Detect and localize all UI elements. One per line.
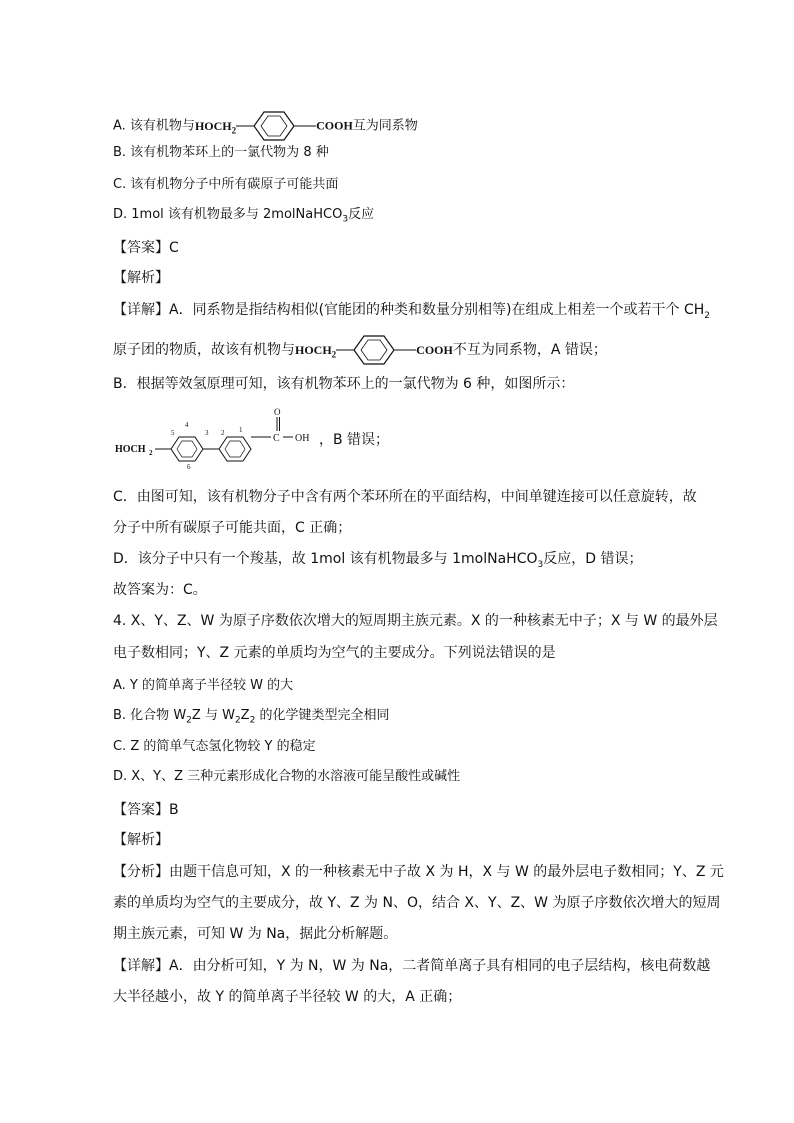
q4-detail-line1: 【详解】A．由分析可知，Y 为 N，W 为 Na，二者简单离子具有相同的电子层结构，核电荷数越 — [113, 958, 711, 974]
q4-fenxi-line1: 【分析】由题干信息可知，X 的一种核素无中子故 X 为 H，X 与 W 的最外层电子数相同；Y、Z 元 — [113, 864, 724, 880]
answer-label: 【答案】 — [113, 802, 169, 818]
position-number: 3 — [205, 429, 209, 437]
q3-detail-d: D．该分子中只有一个羧基，故 1mol 该有机物最多与 1molNaHCO$_3$反应，D 错误； — [113, 551, 643, 570]
q3-option-a-struct-left: $HOCH_2$ — [194, 118, 237, 135]
carbonyl-oxygen: O — [274, 407, 281, 417]
position-number: 2 — [221, 429, 225, 437]
carboxyl-carbon: C — [273, 433, 280, 444]
answer-value: B — [169, 802, 179, 818]
q4-option-d: D. X、Y、Z 三种元素形成化合物的水溶液可能呈酸性或碱性 — [113, 769, 461, 784]
struct-left-sub: 2 — [149, 449, 153, 457]
benzene-ring-icon — [336, 332, 416, 368]
position-number: 4 — [185, 421, 189, 429]
q3-detail-c-line1: C．由图可知，该有机物分子中含有两个苯环所在的平面结构，中间单键连接可以任意旋转，故 — [113, 489, 697, 505]
q3-detail-b-after: ，B 错误； — [319, 432, 390, 448]
q3-detail-b-line1: B．根据等效氢原理可知，该有机物苯环上的一氯代物为 6 种，如图所示： — [113, 376, 575, 392]
q3-answer — [113, 238, 179, 258]
position-number: 1 — [239, 426, 243, 434]
q4-answer — [113, 800, 179, 820]
q3-detail-c-line2: 分子中所有碳原子可能共面，C 正确； — [113, 520, 352, 536]
q3-option-a-struct-right: COOH — [316, 118, 353, 133]
struct-left-label: HOCH — [115, 444, 146, 455]
q3-option-a — [113, 108, 418, 144]
biphenyl-diagram — [113, 405, 328, 475]
q4-detail-line2: 大半径越小，故 Y 的简单离子半径较 W 的大，A 正确； — [113, 989, 462, 1005]
q3-option-a-suffix: 互为同系物 — [352, 118, 418, 134]
q4-option-b: B. 化合物 $W_2Z$ 与 $W_2Z_2$ 的化学键类型完全相同 — [113, 708, 390, 726]
q4-option-c: C. Z 的简单气态氢化物较 Y 的稳定 — [113, 739, 316, 754]
q3-detail-a-line2: 原子团的物质，故该有机物与$HOCH_2$ COOH不互为同系物，A 错误； — [113, 332, 607, 368]
q3-conclusion: 故答案为：C。 — [113, 582, 207, 598]
answer-label: 【答案】 — [113, 240, 169, 256]
hydroxyl-label: OH — [295, 433, 310, 444]
q3-option-d: D. 1mol 该有机物最多与 2molNaHCO$_3$反应 — [113, 207, 375, 225]
benzene-ring-icon — [236, 108, 316, 144]
q4-analysis-label: 【解析】 — [113, 832, 169, 848]
q3-option-c: C. 该有机物分子中所有碳原子可能共面 — [113, 177, 339, 192]
q4-fenxi-line3: 期主族元素，可知 W 为 Na，据此分析解题。 — [113, 926, 398, 942]
q3-option-b: B. 该有机物苯环上的一氯代物为 8 种 — [113, 145, 329, 160]
answer-value: C — [169, 240, 179, 256]
position-number: 5 — [171, 429, 175, 437]
q4-fenxi-line2: 素的单质均为空气的主要成分，故 Y、Z 为 N、O，结合 X、Y、Z、W 为原子序数依次增大的短周 — [113, 895, 721, 911]
q3-analysis-label: 【解析】 — [113, 270, 169, 286]
position-number: 6 — [187, 463, 191, 471]
q4-option-a: A. Y 的简单离子半径较 W 的大 — [113, 678, 294, 693]
q4-stem-line2: 电子数相同；Y、Z 元素的单质均为空气的主要成分。下列说法错误的是 — [113, 645, 556, 661]
q4-stem-line1: 4. X、Y、Z、W 为原子序数依次增大的短周期主族元素。X 的一种核素无中子；X 与 W 的最外层 — [113, 613, 718, 629]
biphenyl-structure — [113, 405, 513, 475]
q3-detail-a-line1: 【详解】A．同系物是指结构相似(官能团的种类和数量分别相等)在组成上相差一个或若干个 $CH_2$ — [113, 302, 710, 321]
q3-option-a-prefix: A. 该有机物与 — [113, 118, 195, 134]
